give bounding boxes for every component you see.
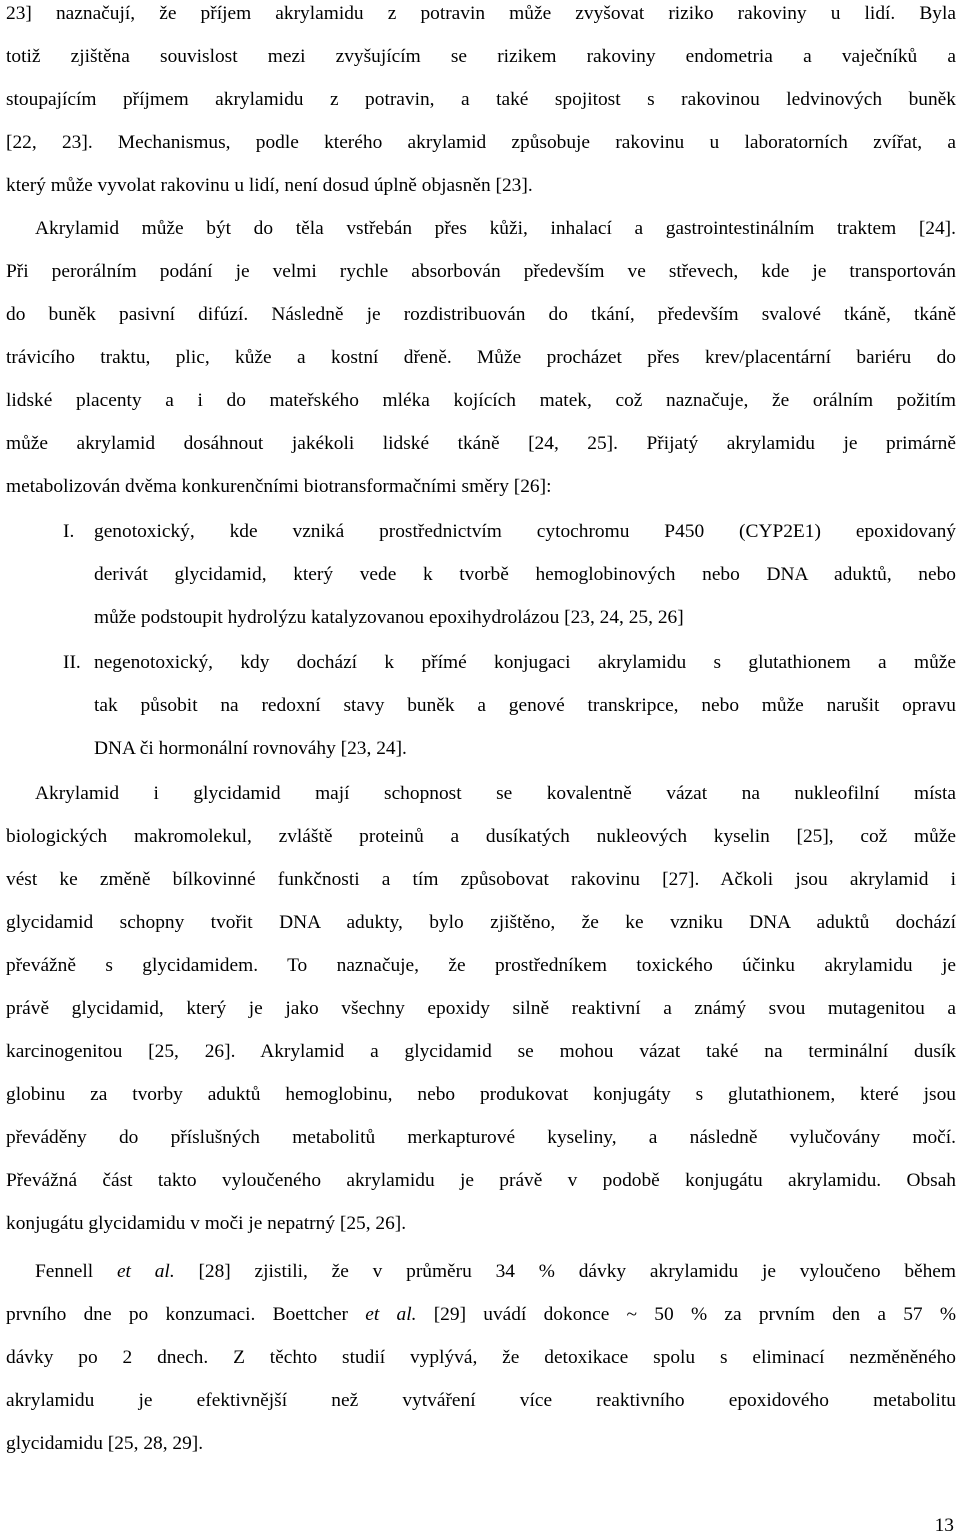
paragraph-2-line: může akrylamid dosáhnout jakékoli lidské tkáně [24, 25]. Přijatý akrylamidu je primárně (6, 433, 956, 454)
paragraph-2-line: trávicího traktu, plic, kůže a kostní dřeně. Může procházet přes krev/placentární bariéru do (6, 347, 956, 368)
paragraph-3-line: Akrylamid i glycidamid mají schopnost se kovalentně vázat na nukleofilní místa (35, 783, 956, 804)
text-run: [29] uvádí dokonce ~ 50 % za prvním den a 57 % (416, 1304, 956, 1325)
paragraph-4-line: dávky po 2 dnech. Z těchto studií vyplývá, že detoxikace spolu s eliminací nezměněného (6, 1347, 956, 1368)
paragraph-3-line: vést ke změně bílkovinné funkčnosti a tím způsobovat rakovinu [27]. Ačkoli jsou akrylamid i (6, 869, 956, 890)
paragraph-1-line: [22, 23]. Mechanismus, podle kterého akrylamid způsobuje rakovinu u laboratorních zvířat, a (6, 132, 956, 153)
paragraph-3-line: právě glycidamid, který je jako všechny epoxidy silně reaktivní a známý svou mutagenitou a (6, 998, 956, 1019)
paragraph-3-line: konjugátu glycidamidu v moči je nepatrný [25, 26]. (6, 1213, 407, 1234)
citation-et-al: et al. (116, 1261, 175, 1282)
citation-et-al: et al. (365, 1304, 417, 1325)
text-run: [28] zjistili, že v průměru 34 % dávky akrylamidu je vyloučeno během (174, 1261, 956, 1282)
text-run: Fennell (35, 1261, 117, 1282)
text-run: prvního dne po konzumaci. Boettcher (6, 1304, 366, 1325)
paragraph-1-line: totiž zjištěna souvislost mezi zvyšujícím se rizikem rakoviny endometria a vaječníků a (6, 46, 956, 67)
paragraph-4-line: glycidamidu [25, 28, 29]. (6, 1433, 204, 1454)
paragraph-3-line: karcinogenitou [25, 26]. Akrylamid a glycidamid se mohou vázat také na terminální dusík (6, 1041, 956, 1062)
paragraph-1-line: stoupajícím příjmem akrylamidu z potravin, a také spojitost s rakovinou ledvinových buněk (6, 89, 956, 110)
list-item-line: derivát glycidamid, který vede k tvorbě hemoglobinových nebo DNA aduktů, nebo (94, 564, 956, 585)
paragraph-3-line: globinu za tvorby aduktů hemoglobinu, nebo produkovat konjugáty s glutathionem, které jsou (6, 1084, 956, 1105)
paragraph-3-line: převáděny do příslušných metabolitů merkapturové kyseliny, a následně vylučovány močí. (6, 1127, 956, 1148)
paragraph-2-line: metabolizován dvěma konkurenčními biotransformačními směry [26]: (6, 476, 552, 497)
paragraph-3-line: glycidamid schopny tvořit DNA adukty, bylo zjištěno, že ke vzniku DNA aduktů dochází (6, 912, 956, 933)
list-item-label: I. (63, 521, 75, 542)
paragraph-1-line: který může vyvolat rakovinu u lidí, není dosud úplně objasněn [23]. (6, 175, 533, 196)
list-item-line: DNA či hormonální rovnováhy [23, 24]. (94, 738, 407, 759)
list-item-label: II. (63, 652, 81, 673)
paragraph-2-line: Při perorálním podání je velmi rychle absorbován především ve střevech, kde je transportován (6, 261, 956, 282)
list-item-line: může podstoupit hydrolýzu katalyzovanou epoxihydrolázou [23, 24, 25, 26] (94, 607, 684, 628)
paragraph-2-line: do buněk pasivní difúzí. Následně je rozdistribuován do tkání, především svalové tkáně, tkáně (6, 304, 956, 325)
paragraph-1-line: 23] naznačují, že příjem akrylamidu z potravin může zvyšovat riziko rakoviny u lidí. Byla (6, 3, 956, 24)
paragraph-3-line: převážně s glycidamidem. To naznačuje, že prostředníkem toxického účinku akrylamidu je (6, 955, 956, 976)
paragraph-3-line: Převážná část takto vyloučeného akrylamidu je právě v podobě konjugátu akrylamidu. Obsah (6, 1170, 956, 1191)
paragraph-4-line (6, 1258, 956, 1286)
list-item-line: tak působit na redoxní stavy buněk a genové transkripce, nebo může narušit opravu (94, 695, 956, 716)
list-item-line: negenotoxický, kdy dochází k přímé konjugaci akrylamidu s glutathionem a může (94, 652, 956, 673)
paragraph-3-line: biologických makromolekul, zvláště proteinů a dusíkatých nukleových kyselin [25], což může (6, 826, 956, 847)
paragraph-4-line: akrylamidu je efektivnější než vytváření více reaktivního epoxidového metabolitu (6, 1390, 956, 1411)
list-item-line: genotoxický, kde vzniká prostřednictvím cytochromu P450 (CYP2E1) epoxidovaný (94, 521, 956, 542)
paragraph-2-line: lidské placenty a i do mateřského mléka kojících matek, což naznačuje, že orálním požitím (6, 390, 956, 411)
paragraph-2-line: Akrylamid může být do těla vstřebán přes kůži, inhalací a gastrointestinálním traktem [24]. (35, 218, 956, 239)
page-number: 13 (934, 1515, 954, 1536)
paragraph-4-line (6, 1301, 956, 1329)
